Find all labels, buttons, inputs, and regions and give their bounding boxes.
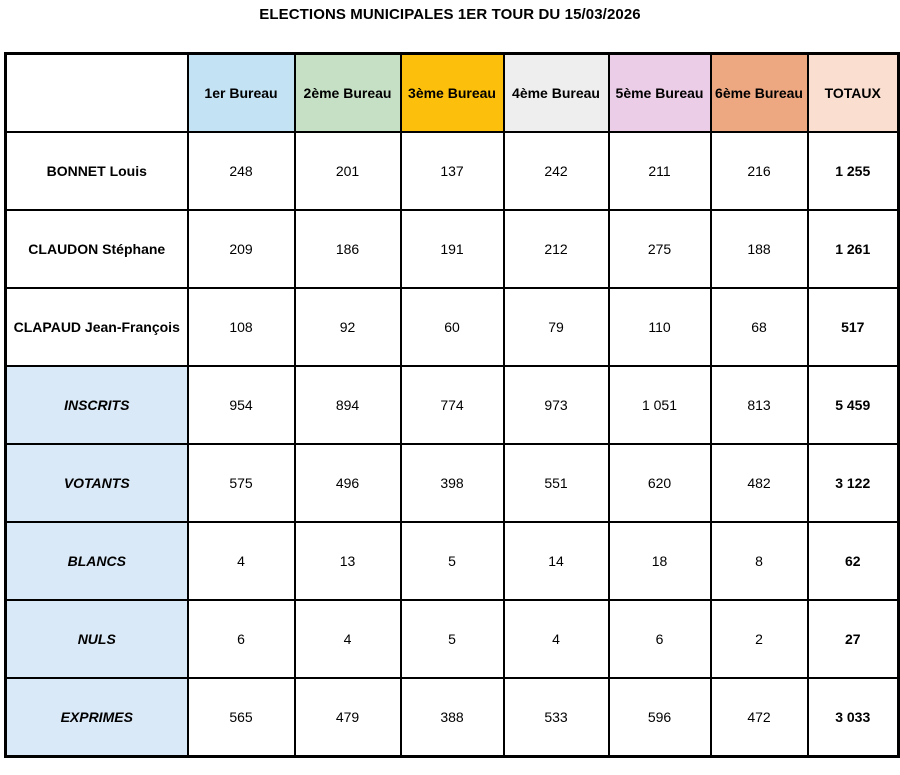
table-row: [6, 288, 899, 366]
row-label: BONNET Louis: [6, 132, 188, 210]
table-cell: 275: [609, 210, 711, 288]
table-cell: 191: [401, 210, 504, 288]
row-label: VOTANTS: [6, 444, 188, 522]
table-cell: 894: [295, 366, 401, 444]
table-cell: 596: [609, 678, 711, 757]
table-cell: 5: [401, 600, 504, 678]
table-cell: 188: [711, 210, 808, 288]
total-cell: 517: [808, 288, 899, 366]
table-cell: 472: [711, 678, 808, 757]
table-cell: 13: [295, 522, 401, 600]
table-cell: 79: [504, 288, 609, 366]
table-cell: 14: [504, 522, 609, 600]
header-bureau-2: 2ème Bureau: [295, 54, 401, 133]
table-cell: 575: [188, 444, 295, 522]
total-cell: 3 122: [808, 444, 899, 522]
table-cell: 211: [609, 132, 711, 210]
table-cell: 18: [609, 522, 711, 600]
table-row: [6, 132, 899, 210]
table-cell: 1 051: [609, 366, 711, 444]
table-row: [6, 522, 899, 600]
page-title: ELECTIONS MUNICIPALES 1ER TOUR DU 15/03/2026: [259, 6, 641, 23]
table-cell: 110: [609, 288, 711, 366]
table-cell: 482: [711, 444, 808, 522]
row-label: EXPRIMES: [6, 678, 188, 757]
row-label: INSCRITS: [6, 366, 188, 444]
table-row: [6, 210, 899, 288]
table-row: [6, 678, 899, 757]
table-cell: 479: [295, 678, 401, 757]
header-bureau-6: 6ème Bureau: [711, 54, 808, 133]
table-cell: 108: [188, 288, 295, 366]
table-cell: 973: [504, 366, 609, 444]
table-cell: 551: [504, 444, 609, 522]
table-cell: 774: [401, 366, 504, 444]
table-cell: 5: [401, 522, 504, 600]
table-cell: 496: [295, 444, 401, 522]
table-cell: 201: [295, 132, 401, 210]
table-cell: 954: [188, 366, 295, 444]
table-cell: 2: [711, 600, 808, 678]
total-cell: 3 033: [808, 678, 899, 757]
header-bureau-5: 5ème Bureau: [609, 54, 711, 133]
table-row: [6, 444, 899, 522]
table-cell: 8: [711, 522, 808, 600]
header-bureau-1: 1er Bureau: [188, 54, 295, 133]
header-bureau-4: 4ème Bureau: [504, 54, 609, 133]
total-cell: 1 261: [808, 210, 899, 288]
results-table: [4, 52, 900, 758]
table-cell: 4: [295, 600, 401, 678]
header-bureau-3: 3ème Bureau: [401, 54, 504, 133]
table-cell: 398: [401, 444, 504, 522]
row-label: BLANCS: [6, 522, 188, 600]
header-row: [6, 54, 899, 133]
table-cell: 813: [711, 366, 808, 444]
table-cell: 6: [609, 600, 711, 678]
table-cell: 68: [711, 288, 808, 366]
table-cell: 137: [401, 132, 504, 210]
table-cell: 209: [188, 210, 295, 288]
table-cell: 186: [295, 210, 401, 288]
row-label: NULS: [6, 600, 188, 678]
table-cell: 388: [401, 678, 504, 757]
row-label: CLAUDON Stéphane: [6, 210, 188, 288]
table-cell: 620: [609, 444, 711, 522]
table-cell: 216: [711, 132, 808, 210]
table-cell: 533: [504, 678, 609, 757]
table-cell: 4: [504, 600, 609, 678]
table-row: [6, 366, 899, 444]
header-empty-cell: [6, 54, 188, 133]
table-cell: 6: [188, 600, 295, 678]
total-cell: 5 459: [808, 366, 899, 444]
total-cell: 27: [808, 600, 899, 678]
total-cell: 1 255: [808, 132, 899, 210]
table-cell: 92: [295, 288, 401, 366]
table-cell: 60: [401, 288, 504, 366]
header-totaux: TOTAUX: [808, 54, 899, 133]
table-cell: 242: [504, 132, 609, 210]
row-label: CLAPAUD Jean-François: [6, 288, 188, 366]
table-cell: 248: [188, 132, 295, 210]
table-row: [6, 600, 899, 678]
table-cell: 4: [188, 522, 295, 600]
table-cell: 212: [504, 210, 609, 288]
table-cell: 565: [188, 678, 295, 757]
total-cell: 62: [808, 522, 899, 600]
